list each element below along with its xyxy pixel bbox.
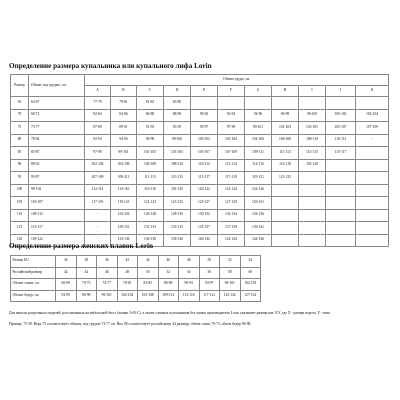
table-row (11, 147, 389, 160)
value-cell: 92-95 (56, 290, 77, 302)
bust-cell: 99-101 (245, 122, 272, 135)
bust-cell: 95-97 (191, 122, 218, 135)
bust-cell: 104-106 (111, 159, 137, 172)
bust-cell (326, 222, 356, 235)
bust-cell: 108-110 (299, 134, 326, 147)
value-cell: 54 (240, 256, 261, 268)
bust-cell: 77-79 (85, 97, 111, 110)
bust-cell: 115-117 (326, 147, 356, 160)
bust-cell: 103-105 (164, 147, 191, 160)
cup-header: K (356, 86, 389, 97)
bust-cell (272, 97, 299, 110)
value-cell: 58 (220, 267, 241, 279)
bust-cell: 131-133 (137, 222, 164, 235)
table-row (11, 184, 389, 197)
swimsuit-size-table (10, 74, 389, 247)
value-cell: 38 (76, 256, 97, 268)
value-cell: 86-89 (158, 279, 179, 291)
bust-cell: 94-96 (245, 109, 272, 122)
bust-cell (272, 197, 299, 210)
value-cell: 46 (97, 267, 118, 279)
row-label: Российский размер (11, 267, 56, 279)
value-cell: 48 (117, 267, 138, 279)
note-line-2: Пример: 75-38. Верх 75 соответствует обхвату под грудью 73-77 см. Низ 38 соответствует российскому 44 размеру, объем талии 70-73, объем бедер 96-98. (9, 322, 252, 326)
size-cell: 90 (11, 159, 29, 172)
bust-cell: 106-108 (137, 159, 164, 172)
bust-cell: 109-111 (245, 147, 272, 160)
bust-cell: 96-98 (137, 134, 164, 147)
bust-cell: 110-112 (326, 134, 356, 147)
row-label: Размер EU (11, 256, 56, 268)
bust-cell: 125-127 (191, 197, 218, 210)
bust-cell: 114-116 (111, 184, 137, 197)
value-cell: 44 (76, 267, 97, 279)
value-cell: 36 (56, 256, 77, 268)
underbust-cell: 118-122 (29, 234, 85, 247)
bust-cell: 107-109 (218, 147, 245, 160)
bust-cell (299, 222, 326, 235)
underbust-cell: 83-87 (29, 147, 85, 160)
row-label: Обхват талии, см. (11, 279, 56, 291)
bust-cell: 102-104 (356, 109, 389, 122)
underbust-cell: 68-72 (29, 109, 85, 122)
value-cell: 90-93 (179, 279, 200, 291)
bust-cell: - (85, 222, 111, 235)
size-cell: 105 (11, 197, 29, 210)
value-cell: 50 (138, 267, 159, 279)
bust-cell: 134-136 (245, 209, 272, 222)
value-cell: 46 (158, 256, 179, 268)
bust-cell (299, 97, 326, 110)
bust-cell: 102-104 (218, 134, 245, 147)
bust-cell: 116-118 (137, 184, 164, 197)
value-cell: 96-98 (76, 290, 97, 302)
bust-cell: 98-100 (164, 134, 191, 147)
bust-cell: 133-135 (164, 222, 191, 235)
bust-cell: 114-116 (245, 159, 272, 172)
bust-cell (326, 172, 356, 185)
bust-cell: 111-113 (272, 147, 299, 160)
bust-cell: 107-109 (356, 122, 389, 135)
size-cell: 85 (11, 147, 29, 160)
underbust-cell: 113-117 (29, 222, 85, 235)
bust-cell (326, 209, 356, 222)
bust-cell: 90-92 (191, 109, 218, 122)
bust-column-header: Обхват груди, см. (85, 75, 389, 86)
bust-cell: 124-126 (245, 184, 272, 197)
size-column-header: Размер (11, 75, 29, 97)
underbust-cell: 98-102 (29, 184, 85, 197)
table-row (11, 279, 261, 291)
bust-cell: 138-140 (164, 234, 191, 247)
bust-cell: 92-94 (85, 134, 111, 147)
bust-cell (272, 222, 299, 235)
bust-cell: 117-119 (218, 172, 245, 185)
bust-cell (326, 159, 356, 172)
underbust-cell: 73-77 (29, 122, 85, 135)
bust-cell: 83-85 (164, 97, 191, 110)
underbust-cell: 93-97 (29, 172, 85, 185)
bust-cell: 94-96 (111, 134, 137, 147)
value-cell: 40 (97, 256, 118, 268)
bust-cell (299, 197, 326, 210)
cup-header: J (326, 86, 356, 97)
value-cell: 105-108 (138, 290, 159, 302)
table-row (11, 134, 389, 147)
table-row (11, 197, 389, 210)
bust-cell: 127-129 (218, 197, 245, 210)
bust-cell: 112-114 (85, 184, 111, 197)
bust-cell (272, 184, 299, 197)
value-cell: 99-101 (97, 290, 118, 302)
bust-cell: 123-125 (164, 197, 191, 210)
bust-cell: 84-86 (111, 109, 137, 122)
bust-cell: 120-122 (191, 184, 218, 197)
table-row (11, 222, 389, 235)
bust-cell (356, 159, 389, 172)
table-row (11, 172, 389, 185)
bust-cell: 136-138 (137, 234, 164, 247)
bust-cell: - (85, 209, 111, 222)
bust-cell (326, 184, 356, 197)
row-label: Обхват бедер, см. (11, 290, 56, 302)
bust-cell: 112-114 (218, 159, 245, 172)
value-cell: 42 (117, 256, 138, 268)
bust-cell: 88-90 (164, 109, 191, 122)
briefs-size-title: Определение размера женских плавок Lorin (9, 242, 154, 250)
bust-cell (356, 209, 389, 222)
bust-cell: 100-102 (326, 109, 356, 122)
bust-cell: 101-103 (272, 122, 299, 135)
underbust-column-header: Обхват под грудью, см. (29, 75, 85, 97)
size-cell: 65 (11, 97, 29, 110)
table-row (11, 159, 389, 172)
cup-header: D (164, 86, 191, 97)
note-line-1: Для многих раздельных моделей, рассчитанных на небольшой бюст (чашки A-B-C), а также слитных купальников без чашек производитель Lorin указывает размер как X/Y, где X - размер ворота, Y - виза. (9, 311, 331, 315)
cup-header: I (299, 86, 326, 97)
bust-cell (218, 97, 245, 110)
table-row (11, 209, 389, 222)
bust-cell: 119-121 (245, 172, 272, 185)
bust-cell: 115-117 (191, 172, 218, 185)
table-row (11, 267, 261, 279)
bust-cell: 142-144 (218, 234, 245, 247)
value-cell: 117-121 (199, 290, 220, 302)
table-row (11, 97, 389, 110)
value-cell: 113-116 (179, 290, 200, 302)
value-cell: 44 (138, 256, 159, 268)
cup-header: E (191, 86, 218, 97)
bust-cell: 128-130 (164, 209, 191, 222)
bust-cell (356, 222, 389, 235)
size-cell: 75 (11, 122, 29, 135)
bust-cell: 119-121 (111, 197, 137, 210)
size-cell: 115 (11, 222, 29, 235)
bust-cell: - (356, 134, 389, 147)
bust-cell: 139-141 (245, 222, 272, 235)
bust-cell: 101-103 (137, 147, 164, 160)
underbust-cell: 63-67 (29, 97, 85, 110)
bust-cell: 110-112 (191, 159, 218, 172)
bust-cell: 105-107 (191, 147, 218, 160)
underbust-cell: 88-92 (29, 159, 85, 172)
bust-cell (326, 97, 356, 110)
bust-cell: 135-137 (191, 222, 218, 235)
bust-cell (272, 209, 299, 222)
bust-cell: 116-118 (272, 159, 299, 172)
swimsuit-size-title: Определение размера купальника или купального лифа Lorin (9, 62, 212, 70)
size-cell: 100 (11, 184, 29, 197)
bust-cell: 91-93 (137, 122, 164, 135)
bust-cell: 129-131 (245, 197, 272, 210)
bust-cell (356, 97, 389, 110)
underbust-cell: 108-112 (29, 209, 85, 222)
bust-cell: 89-91 (111, 122, 137, 135)
value-cell: 52 (158, 267, 179, 279)
bust-cell: 122-124 (218, 184, 245, 197)
bust-cell: 124-126 (111, 209, 137, 222)
value-cell: 98-101 (220, 279, 241, 291)
bust-cell: 107-109 (85, 172, 111, 185)
value-cell: 102-105 (240, 279, 261, 291)
bust-cell: 117-119 (85, 197, 111, 210)
bust-cell: 108-110 (164, 159, 191, 172)
value-cell: 70-73 (76, 279, 97, 291)
bust-cell: 103-105 (299, 122, 326, 135)
table-row (11, 290, 261, 302)
bust-cell: - (85, 234, 111, 247)
bust-cell: 102-104 (85, 159, 111, 172)
bust-cell: 121-123 (137, 197, 164, 210)
value-cell: 94-97 (199, 279, 220, 291)
bust-cell: 132-134 (218, 209, 245, 222)
bust-cell: 126-128 (137, 209, 164, 222)
cup-header: H (272, 86, 299, 97)
size-cell: 70 (11, 109, 29, 122)
cup-header: B (111, 86, 137, 97)
table-row (11, 122, 389, 135)
bust-cell: 130-132 (191, 209, 218, 222)
bust-cell (356, 197, 389, 210)
value-cell: 102-104 (117, 290, 138, 302)
bust-cell (191, 97, 218, 110)
bust-cell: 137-139 (218, 222, 245, 235)
bust-cell: 87-89 (85, 122, 111, 135)
bust-cell: 82-84 (85, 109, 111, 122)
bust-cell (356, 147, 389, 160)
bust-cell: 93-95 (164, 122, 191, 135)
bust-cell (245, 97, 272, 110)
bust-cell: 97-99 (218, 122, 245, 135)
size-cell: 95 (11, 172, 29, 185)
bust-cell: 104-106 (245, 134, 272, 147)
bust-cell: 121-123 (272, 172, 299, 185)
underbust-cell: 103-107 (29, 197, 85, 210)
bust-cell: 105-107 (326, 122, 356, 135)
value-cell: 127-132 (240, 290, 261, 302)
cup-header: F (218, 86, 245, 97)
value-cell: 48 (179, 256, 200, 268)
value-cell: 56 (199, 267, 220, 279)
bust-cell: 98-100 (299, 109, 326, 122)
cup-header: A (85, 86, 111, 97)
bust-cell: 109-111 (111, 172, 137, 185)
cup-header: G (245, 86, 272, 97)
underbust-cell: 78-82 (29, 134, 85, 147)
bust-cell: 140-142 (191, 234, 218, 247)
bust-cell: 92-94 (218, 109, 245, 122)
value-cell: 54 (179, 267, 200, 279)
size-cell: 110 (11, 209, 29, 222)
table-row (11, 109, 389, 122)
briefs-size-table (10, 255, 261, 302)
bust-cell: 99-101 (111, 147, 137, 160)
bust-cell: 79-81 (111, 97, 137, 110)
bust-cell: 113-115 (299, 147, 326, 160)
bust-cell: 144-146 (245, 234, 272, 247)
value-cell: 42 (56, 267, 77, 279)
bust-cell (299, 172, 326, 185)
value-cell: 50 (199, 256, 220, 268)
bust-cell: 100-102 (191, 134, 218, 147)
bust-cell (356, 172, 389, 185)
bust-cell: 97-99 (85, 147, 111, 160)
bust-cell: 81-83 (137, 97, 164, 110)
value-cell: 66-69 (56, 279, 77, 291)
bust-cell: 113-115 (164, 172, 191, 185)
value-cell: 109-112 (158, 290, 179, 302)
value-cell: 52 (220, 256, 241, 268)
bust-cell: 118-120 (299, 159, 326, 172)
bust-cell: 106-108 (272, 134, 299, 147)
cup-header: C (137, 86, 164, 97)
table-row (11, 256, 261, 268)
bust-cell: 134-136 (111, 234, 137, 247)
size-cell: 80 (11, 134, 29, 147)
bust-cell (326, 197, 356, 210)
value-cell: 60 (240, 267, 261, 279)
bust-cell: 111-113 (137, 172, 164, 185)
bust-cell (299, 184, 326, 197)
bust-cell: 96-98 (272, 109, 299, 122)
value-cell: 122-126 (220, 290, 241, 302)
bust-cell: 118-120 (164, 184, 191, 197)
value-cell: 82-85 (138, 279, 159, 291)
size-cell: 120 (11, 234, 29, 247)
bust-cell: 86-88 (137, 109, 164, 122)
bust-cell (299, 209, 326, 222)
value-cell: 78-81 (117, 279, 138, 291)
bust-cell (356, 184, 389, 197)
bust-cell: 129-131 (111, 222, 137, 235)
value-cell: 74-77 (97, 279, 118, 291)
